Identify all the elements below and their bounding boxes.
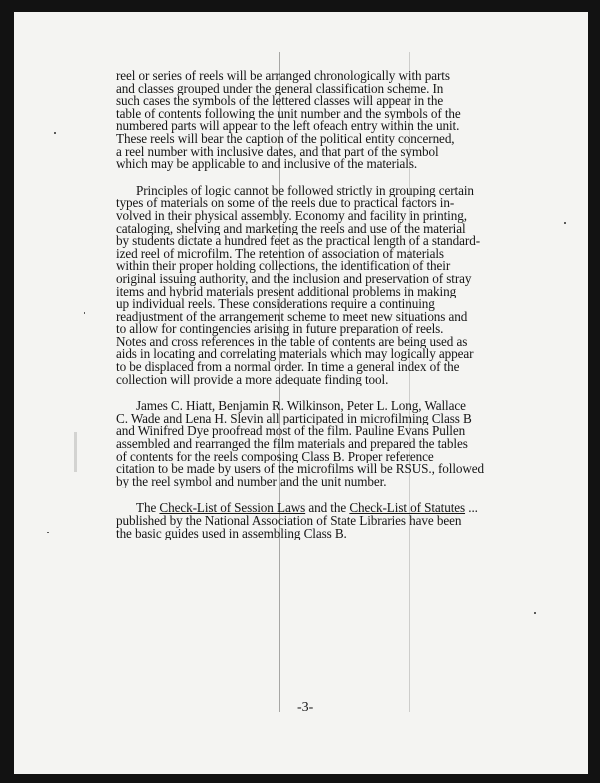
text-line: such cases the symbols of the lettered classes will appear in the xyxy=(116,95,444,108)
text-fragment: The xyxy=(136,502,160,515)
text-line: aids in locating and correlating materials which may logically appear xyxy=(116,348,474,362)
paragraph-2 xyxy=(116,185,546,387)
scan-speck xyxy=(54,132,56,134)
scan-speck xyxy=(564,222,566,224)
text-line: Notes and cross references in the table of contents are being used as xyxy=(116,335,468,349)
paragraph-1 xyxy=(116,70,546,171)
text-line: Principles of logic cannot be followed strictly in grouping certain xyxy=(136,184,474,198)
citation-title-statutes: Check-List of Statutes xyxy=(349,502,466,515)
text-line: ized reel of microfilm. The retention of association of materials xyxy=(116,247,444,261)
scan-speck xyxy=(47,532,49,533)
page-number: -3- xyxy=(297,700,314,715)
text-line: C. Wade and Lena H. Slevin all participated in microfilming Class B xyxy=(116,412,472,426)
text-line: of contents for the reels composing Class B. Proper reference xyxy=(116,450,434,464)
text-fragment: and the xyxy=(305,502,350,515)
text-line: and classes grouped under the general classification scheme. In xyxy=(116,82,444,96)
text-line: table of contents following the unit number and the symbols of the xyxy=(116,107,461,121)
citation-title-session-laws: Check-List of Session Laws xyxy=(159,502,306,515)
text-line xyxy=(116,502,546,515)
document-sheet xyxy=(14,12,588,774)
text-line: a reel number with inclusive dates, and that part of the symbol xyxy=(116,145,439,159)
text-line: reel or series of reels will be arranged chronologically with parts xyxy=(116,70,450,83)
text-line: items and hybrid materials present additional problems in making xyxy=(116,285,457,299)
scan-smudge xyxy=(74,432,77,472)
text-line: to allow for contingencies arising in future preparation of reels. xyxy=(116,323,444,336)
scan-speck xyxy=(534,612,536,614)
text-line: citation to be made by users of the microfilms will be RSUS., followed xyxy=(116,463,485,476)
text-line: volved in their physical assembly. Economy and facility in printing, xyxy=(116,209,467,223)
text-line: which may be applicable to and inclusive of the materials. xyxy=(116,158,418,171)
scan-speck xyxy=(84,312,85,314)
text-line: and Winifred Dye proofread most of the film. Pauline Evans Pullen xyxy=(116,425,466,439)
text-line: published by the National Association of State Libraries have been xyxy=(116,515,462,528)
text-fragment: ... xyxy=(465,502,478,515)
text-line: collection will provide a more adequate finding tool. xyxy=(116,373,389,387)
text-line: within their proper holding collections, the identification of their xyxy=(116,260,451,273)
text-line: original issuing authority, and the inclusion and preservation of stray xyxy=(116,272,472,286)
text-line: James C. Hiatt, Benjamin R. Wilkinson, Peter L. Long, Wallace xyxy=(136,400,466,413)
text-line: These reels will bear the caption of the political entity concerned, xyxy=(116,132,455,146)
paragraph-3 xyxy=(116,400,546,488)
paragraph-4 xyxy=(116,502,546,540)
text-line: the basic guides used in assembling Class B. xyxy=(116,527,347,541)
text-line: cataloging, shelving and marketing the reels and use of the material xyxy=(116,222,466,236)
text-line: readjustment of the arrangement scheme to meet new situations and xyxy=(116,310,468,324)
body-text xyxy=(116,70,546,554)
text-line: up individual reels. These considerations require a continuing xyxy=(116,298,435,311)
text-line: assembled and rearranged the film materials and prepared the tables xyxy=(116,438,468,451)
text-line: types of materials on some of the reels due to practical factors in- xyxy=(116,197,455,210)
text-line: by students dictate a hundred feet as the practical length of a standard- xyxy=(116,235,481,248)
text-line: numbered parts will appear to the left ofeach entry within the unit. xyxy=(116,120,460,133)
text-line: by the reel symbol and number and the unit number. xyxy=(116,475,387,489)
text-line: to be displaced from a normal order. In time a general index of the xyxy=(116,361,460,374)
